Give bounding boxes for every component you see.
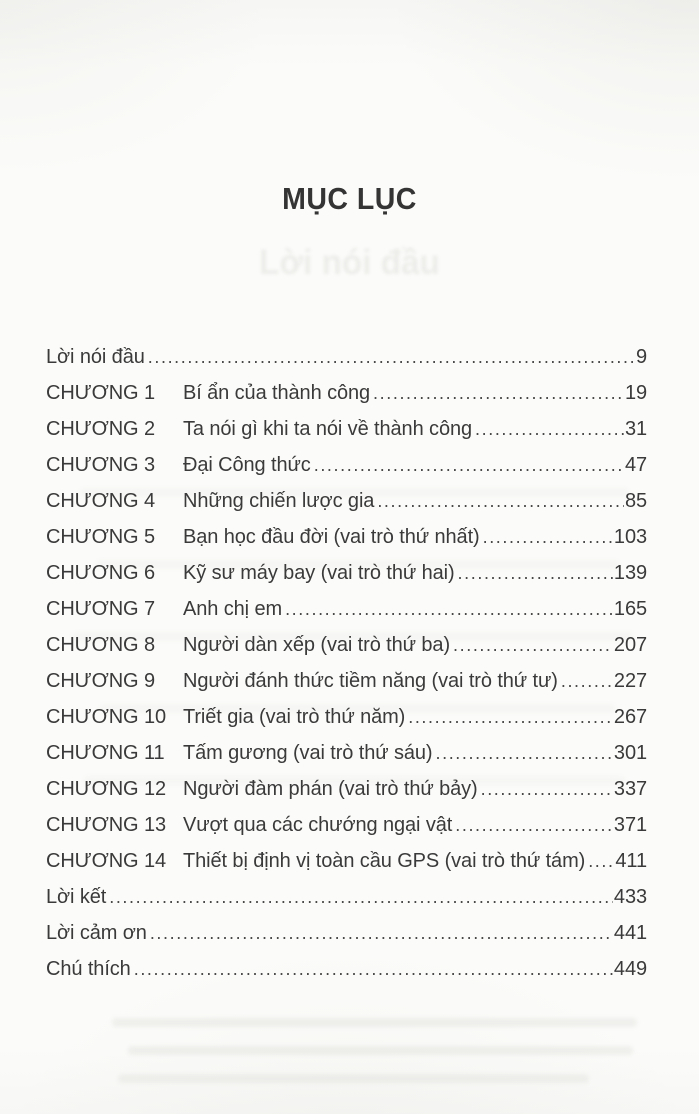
toc-entry-leader-dots (436, 743, 613, 764)
toc-entry-leader-dots (408, 707, 613, 728)
toc-entry (46, 886, 647, 922)
toc-entry-page-number: 165 (613, 598, 647, 620)
toc-entry-title: Đại Công thức (183, 454, 311, 476)
toc-entry-page-number: 85 (624, 490, 647, 512)
page-title: MỤC LỤC (282, 181, 417, 216)
toc-entry-label: CHƯƠNG 13 (46, 814, 167, 836)
toc-entry-title: Lời nói đầu (46, 346, 145, 368)
bleedthrough-line (112, 1018, 637, 1027)
toc-entry-label: CHƯƠNG 12 (46, 778, 167, 800)
toc-entry (46, 814, 647, 850)
toc-entry-title: Người đàm phán (vai trò thứ bảy) (183, 778, 478, 800)
bleedthrough-line (128, 1046, 633, 1055)
toc-entry-title: Bí ẩn của thành công (183, 382, 371, 404)
toc-entry-title: Anh chị em (183, 598, 283, 620)
toc-entry-title: Tấm gương (vai trò thứ sáu) (183, 742, 433, 764)
toc-entry-title: Triết gia (vai trò thứ năm) (183, 706, 406, 728)
toc-entry-leader-dots (483, 527, 613, 548)
toc-entry (46, 382, 647, 418)
toc-entry-leader-dots (561, 671, 613, 692)
toc-entry-title: Người dàn xếp (vai trò thứ ba) (183, 634, 451, 656)
toc-entry (46, 706, 647, 742)
toc-entry (46, 742, 647, 778)
toc-entry-title: Chú thích (46, 958, 131, 980)
toc-entry-title: Vượt qua các chướng ngại vật (183, 814, 453, 836)
toc-entry-leader-dots (148, 347, 635, 368)
toc-entry-label: CHƯƠNG 7 (46, 598, 155, 620)
toc-entry-label: CHƯƠNG 5 (46, 526, 155, 548)
toc-entry-label: CHƯƠNG 9 (46, 670, 155, 692)
toc-entry-label: CHƯƠNG 4 (46, 490, 155, 512)
toc-entry-page-number: 267 (613, 706, 647, 728)
toc-entry-page-number: 139 (613, 562, 647, 584)
toc-entry-leader-dots (455, 815, 613, 836)
toc-entry-page-number: 371 (613, 814, 647, 836)
toc-entry-page-number: 19 (624, 382, 647, 404)
toc-entry (46, 778, 647, 814)
toc-entry-page-number: 207 (613, 634, 647, 656)
toc-entry-title: Người đánh thức tiềm năng (vai trò thứ tư) (183, 670, 558, 692)
toc-entry (46, 958, 647, 994)
toc-entry (46, 922, 647, 958)
toc-entry-page-number: 9 (635, 346, 647, 368)
toc-entry-label: CHƯƠNG 1 (46, 382, 155, 404)
toc-entry-page-number: 47 (624, 454, 647, 476)
toc-entry (46, 490, 647, 526)
toc-entry (46, 454, 647, 490)
toc-entry (46, 598, 647, 634)
toc-entry-label: CHƯƠNG 14 (46, 850, 167, 872)
toc-entry-page-number: 103 (613, 526, 647, 548)
toc-entry-title: Những chiến lược gia (183, 490, 375, 512)
toc-entry-title: Kỹ sư máy bay (vai trò thứ hai) (183, 562, 455, 584)
toc-entry-leader-dots (285, 599, 613, 620)
toc-entry (46, 346, 647, 382)
toc-entry (46, 670, 647, 706)
toc-entry-label: CHƯƠNG 8 (46, 634, 155, 656)
toc-entry (46, 562, 647, 598)
toc-entry-leader-dots (458, 563, 613, 584)
toc-entry-leader-dots (377, 491, 624, 512)
toc-entry-page-number: 441 (613, 922, 647, 944)
toc-entry-leader-dots (109, 887, 613, 908)
toc-entry-leader-dots (150, 923, 613, 944)
toc-entry-leader-dots (453, 635, 613, 656)
toc-entry-title: Thiết bị định vị toàn cầu GPS (vai trò thứ tám) (183, 850, 586, 872)
toc-entry-leader-dots (373, 383, 624, 404)
toc-entry (46, 526, 647, 562)
toc-entry-leader-dots (134, 959, 613, 980)
toc-entry (46, 418, 647, 454)
toc-entry-label: CHƯƠNG 6 (46, 562, 155, 584)
bleedthrough-line (118, 1074, 589, 1083)
toc-entry-title: Bạn học đầu đời (vai trò thứ nhất) (183, 526, 480, 548)
toc-entry-leader-dots (481, 779, 613, 800)
toc-entry-leader-dots (588, 851, 614, 872)
toc-entry-page-number: 449 (613, 958, 647, 980)
toc-entry (46, 850, 647, 886)
toc-entry-page-number: 227 (613, 670, 647, 692)
toc-entry-leader-dots (475, 419, 624, 440)
toc-entry-label: CHƯƠNG 2 (46, 418, 155, 440)
toc-entry-page-number: 31 (624, 418, 647, 440)
toc-entry-title: Lời kết (46, 886, 107, 908)
toc-list (46, 346, 647, 994)
toc-entry-page-number: 433 (613, 886, 647, 908)
toc-entry-label: CHƯƠNG 11 (46, 742, 165, 764)
toc-entry-page-number: 301 (613, 742, 647, 764)
toc-entry (46, 634, 647, 670)
toc-entry-page-number: 337 (613, 778, 647, 800)
toc-entry-title: Lời cảm ơn (46, 922, 147, 944)
toc-entry-page-number: 411 (615, 850, 647, 872)
bleedthrough-heading: Lời nói đầu (259, 243, 440, 282)
toc-entry-label: CHƯƠNG 3 (46, 454, 155, 476)
toc-entry-leader-dots (314, 455, 624, 476)
toc-entry-label: CHƯƠNG 10 (46, 706, 167, 728)
toc-entry-title: Ta nói gì khi ta nói về thành công (183, 418, 473, 440)
